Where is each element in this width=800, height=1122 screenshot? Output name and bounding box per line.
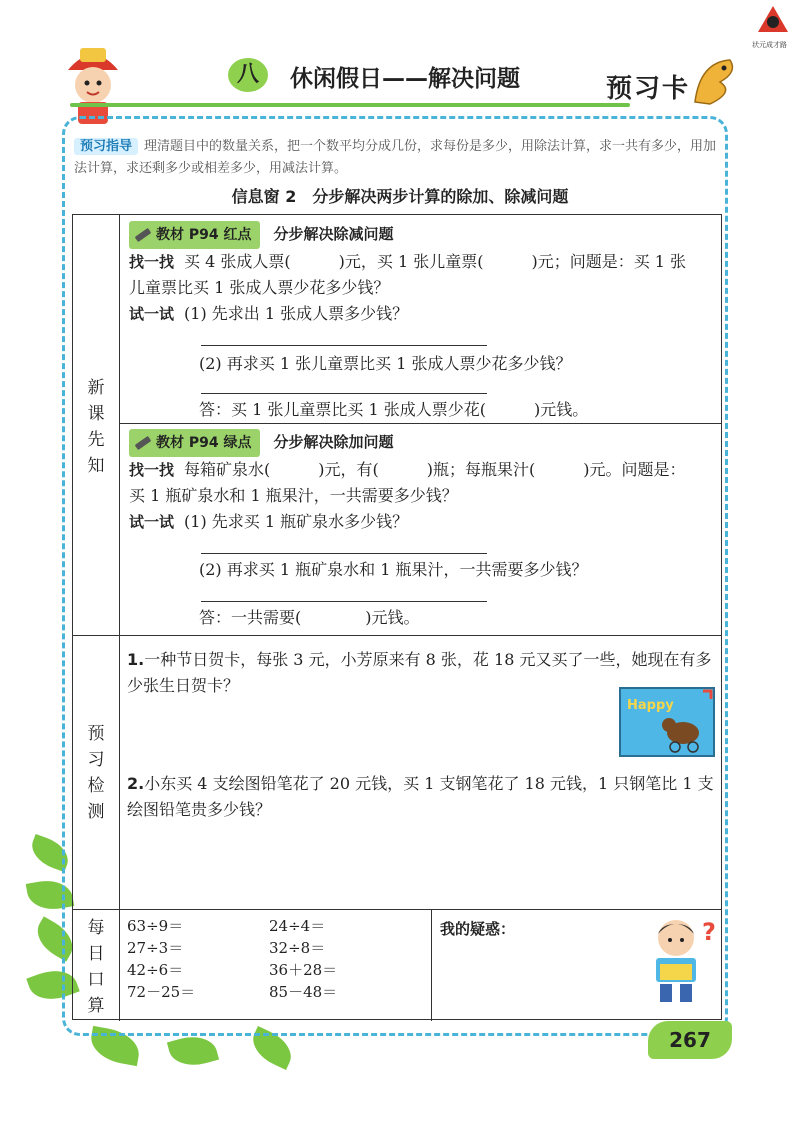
part2-find: 找一找 每箱矿泉水( )元，有( )瓶；每瓶果汁( )元。问题是： — [129, 460, 686, 479]
side-label-check: 预 习 检 测 — [87, 724, 105, 822]
my-doubts-label: 我的疑惑： — [440, 920, 516, 938]
row-divider — [119, 423, 722, 424]
unit-title: 休闲假日——解决问题 — [290, 66, 520, 92]
part2-find-cont: 买 1 瓶矿泉水和 1 瓶果汁，一共需要多少钱？ — [129, 486, 458, 505]
question-2: 2.小东买 4 支绘图铅笔花了 20 元钱，买 1 支钢笔花了 18 元钱，1 只钢笔比 1 支绘图铅笔贵多少钱？ — [127, 774, 714, 819]
window-title: 信息窗 2 分步解决两步计算的除加、除减问题 — [231, 187, 569, 206]
reading-boy-icon — [640, 914, 720, 1012]
part1-find: 找一找 买 4 张成人票( )元，买 1 张儿童票( )元；问题是：买 1 张 — [129, 252, 687, 271]
preview-guide — [74, 136, 724, 180]
preview-card-label: 预习卡 — [606, 74, 691, 104]
calc-item: 32÷8＝ — [269, 939, 326, 957]
part2-try: 试一试 (1) 先求买 1 瓶矿泉水多少钱？ — [129, 512, 409, 531]
calc-item: 42÷6＝ — [127, 961, 184, 979]
calc-item: 24÷4＝ — [269, 917, 326, 935]
textbook-tag: 教材 P94 绿点 — [129, 429, 260, 457]
question-1: 1.一种节日贺卡，每张 3 元，小芳原来有 8 张，花 18 元又买了一些，她现在有多少张生日贺卡？ — [127, 650, 712, 695]
guide-text: 理清题目中的数量关系，把一个数平均分成几份，求每份是多少，用除法计算，求一共有多少，用加法计算，求还剩多少或相差多少，用减法计算。 — [74, 139, 717, 176]
answer-line — [201, 393, 487, 394]
calc-item: 85－48＝ — [269, 983, 338, 1001]
header-divider — [70, 103, 630, 107]
side-label-new: 新 课 先 知 — [87, 378, 105, 476]
part2-answer: 答：一共需要( )元钱。 — [199, 608, 420, 627]
worksheet-table — [72, 214, 722, 1020]
publisher-name: 状元成才路 — [752, 41, 787, 49]
guide-tag: 预习指导 — [74, 138, 138, 155]
daily-calc-col1 — [127, 915, 195, 1003]
part2-step2: (2) 再求买 1 瓶矿泉水和 1 瓶果汁，一共需要多少钱？ — [199, 560, 588, 579]
calc-item: 72－25＝ — [127, 983, 196, 1001]
publisher-logo — [756, 4, 790, 34]
pencil-icon — [135, 228, 152, 242]
answer-line — [201, 345, 487, 346]
calc-item: 63÷9＝ — [127, 917, 184, 935]
side-column-divider — [119, 215, 120, 1021]
part2-heading: 教材 P94 绿点 分步解决除加问题 — [129, 429, 394, 457]
textbook-tag: 教材 P94 红点 — [129, 221, 260, 249]
answer-line — [201, 601, 487, 602]
calc-item: 36＋28＝ — [269, 961, 338, 979]
part1-find-cont: 儿童票比买 1 张成人票少花多少钱？ — [129, 278, 390, 297]
pencil-icon — [135, 436, 152, 450]
page-number: 267 — [648, 1021, 732, 1059]
part1-try: 试一试 (1) 先求出 1 张成人票多少钱？ — [129, 304, 409, 323]
greeting-card-image — [619, 687, 715, 757]
row-divider — [73, 909, 722, 910]
part1-step2: (2) 再求买 1 张儿童票比买 1 张成人票少花多少钱？ — [199, 354, 572, 373]
part1-answer: 答：买 1 张儿童票比买 1 张成人票少花( )元钱。 — [199, 400, 589, 419]
row-divider — [73, 635, 722, 636]
dragon-icon — [690, 52, 740, 108]
card-word: Happy — [627, 698, 674, 713]
leaf-decoration — [167, 1031, 219, 1072]
unit-number-badge: 八 — [228, 58, 268, 92]
answer-line — [201, 553, 487, 554]
daily-calc-col2 — [269, 915, 337, 1003]
side-label-daily: 每 日 口 算 — [87, 918, 105, 1016]
calc-item: 27÷3＝ — [127, 939, 184, 957]
svg-text:?: ? — [702, 918, 716, 946]
part1-heading: 教材 P94 红点 分步解决除减问题 — [129, 221, 394, 249]
doubt-column-divider — [431, 909, 432, 1021]
